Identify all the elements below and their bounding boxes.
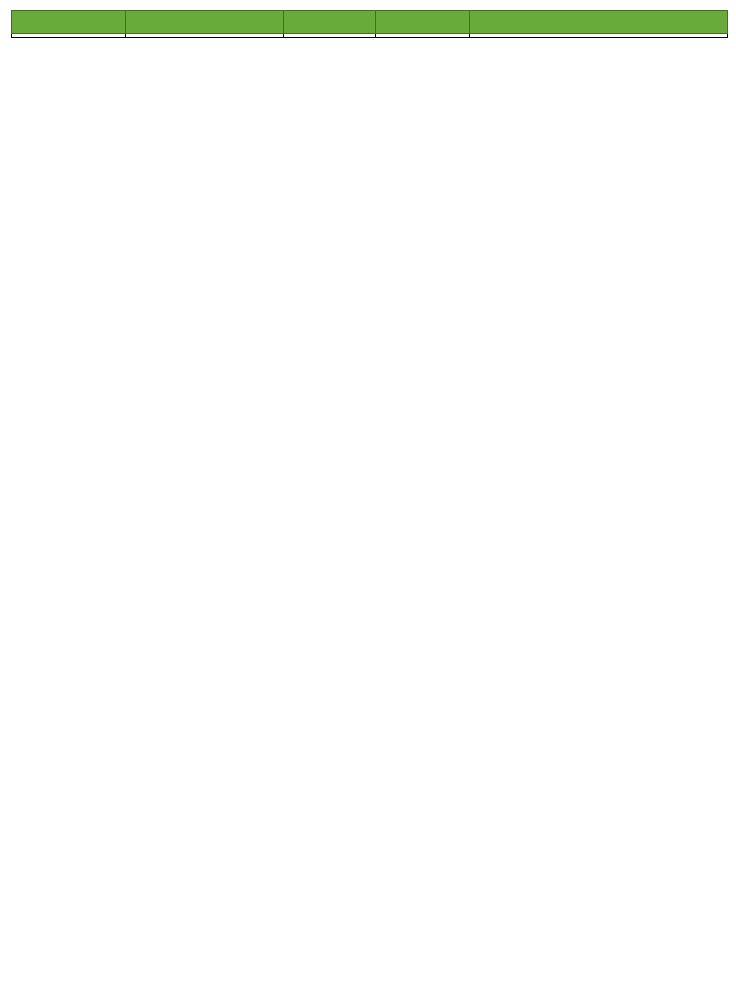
header-weight	[284, 11, 376, 34]
spreadsheet	[11, 10, 727, 38]
fip-treatment-table	[11, 10, 728, 38]
header-row	[12, 11, 728, 34]
separator-row	[12, 34, 728, 38]
header-memo	[470, 11, 728, 34]
header-date	[126, 11, 284, 34]
header-day	[12, 11, 126, 34]
header-dose	[376, 11, 470, 34]
